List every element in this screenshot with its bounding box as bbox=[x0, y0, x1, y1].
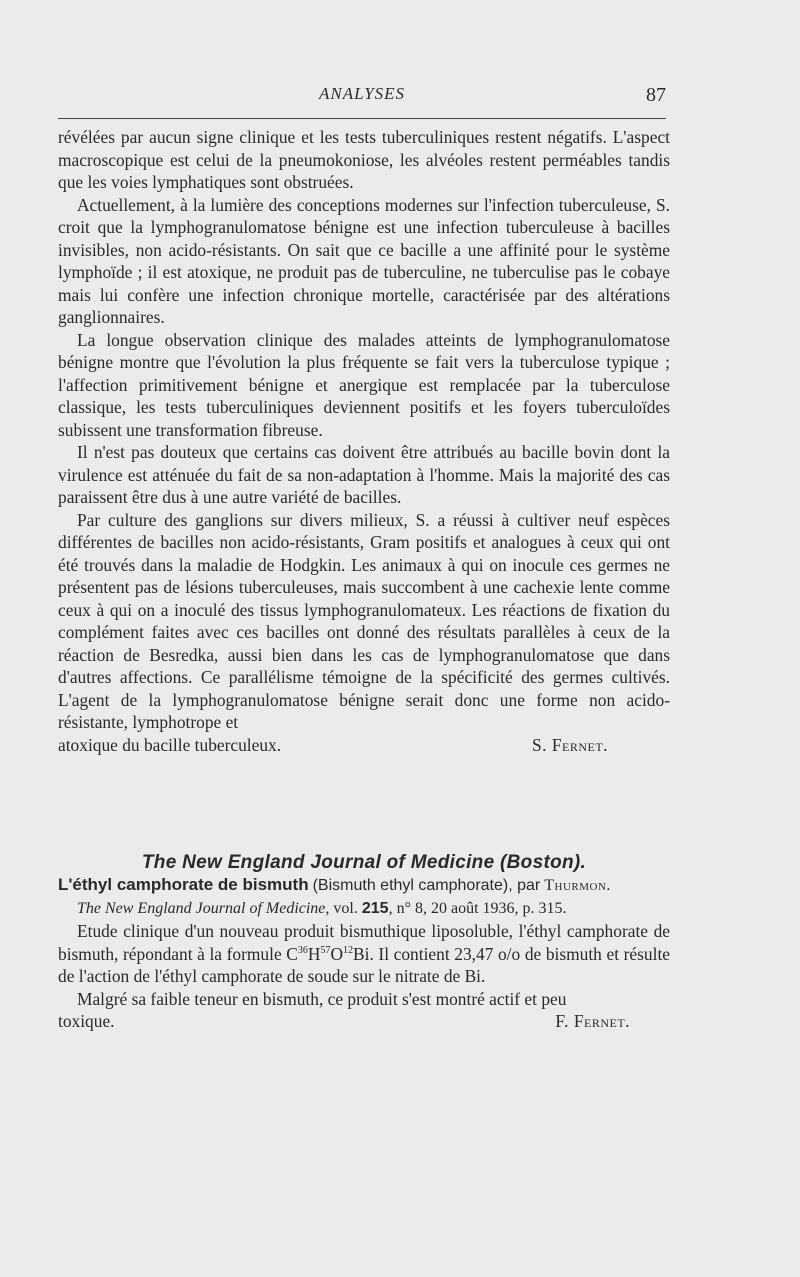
text-span: Bi. Il contient 23,47 o/o de bismuth et résulte de l'action de l'éthyl camphorate de soude sur le nitrate de Bi. bbox=[58, 943, 670, 986]
paragraph-end: toxique. bbox=[58, 1011, 115, 1031]
formula-sup: 12 bbox=[343, 944, 354, 956]
page-header bbox=[58, 84, 666, 114]
formula-element: O bbox=[330, 943, 344, 964]
volume-number: 215 bbox=[361, 899, 389, 917]
formula-element: H bbox=[307, 943, 321, 964]
text-span: Etude clinique d'un nouveau produit bismuthique liposoluble, l'éthyl camphorate de bismuth, répondant à la formule C bbox=[58, 921, 670, 964]
article bbox=[58, 874, 670, 1033]
signature: S. Fernet. bbox=[531, 734, 608, 755]
paragraph: Par culture des ganglions sur divers milieux, S. a réussi à cultiver neuf espèces différentes de bacilles non acido-résistants, Gram positifs et analogues à ceux qui ont été trouvés dans la maladie de Hodgkin. Les animaux à qui on inocule ces germes ne présentent pas de lésions tuberculeuses, mais succombent à une cachexie lente comme ceux à qui on a inoculé des tissus lymphogranulomateux. Les réactions de fixation du complément faites avec ces bacilles ont donné des résultats parallèles à ceux de la réaction de Besredka, aussi bien dans les cas de lymphogranulomatose que dans d'autres affections. Ce parallélisme témoigne de la spécificité des germes cultivés. L'agent de la lymphogranulomatose bénigne serait donc une forme non acido-résistante, lymphotrope et bbox=[58, 509, 670, 732]
article-subtitle: (Bismuth ethyl camphorate), par bbox=[312, 877, 541, 894]
header-rule bbox=[58, 118, 666, 119]
paragraph: La longue observation clinique des malades atteints de lymphogranulomatose bénigne montre que l'évolution la plus fréquente se fait vers la tuberculose typique ; l'affection primitivement bénigne et anergique est remplacée par la tuberculose classique, les tests tuberculiniques deviennent positifs et les foyers tuberculoïdes subissent une transformation fibreuse. bbox=[58, 329, 670, 440]
analysis-text bbox=[58, 126, 670, 756]
paragraph: Il n'est pas douteux que certains cas doivent être attribués au bacille bovin dont la virulence est atténuée du fait de sa non-adaptation à l'homme. Mais la majorité des cas paraissent être dus à une autre variété de bacilles. bbox=[58, 442, 670, 507]
signature: F. Fernet. bbox=[555, 1011, 630, 1031]
paragraph: Actuellement, à la lumière des conceptions modernes sur l'infection tuberculeuse, S. croit que la lymphogranulomatose bénigne est une infection tuberculeuse à bacilles invisibles, non acido-résistants. On sait que ce bacille a une affinité pour le système lymphoïde ; il est atoxique, ne produit pas de tuberculine, ne tuberculise pas le cobaye mais lui confère une infection chronique mortelle, caractérisée par des altérations ganglionnaires. bbox=[58, 194, 670, 327]
paragraph-end: atoxique du bacille tuberculeux. bbox=[58, 734, 282, 755]
formula-sup: 36 bbox=[297, 944, 308, 956]
formula-sup: 57 bbox=[320, 944, 331, 956]
journal-name: The New England Journal of Medicine bbox=[77, 899, 326, 917]
signature-line bbox=[58, 1010, 670, 1033]
running-head: ANALYSES bbox=[318, 84, 406, 103]
signature-line bbox=[58, 734, 670, 757]
paragraph: Malgré sa faible teneur en bismuth, ce produit s'est montré actif et peu bbox=[77, 988, 567, 1009]
article-title: L'éthyl camphorate de bismuth bbox=[58, 875, 309, 894]
page-number: 87 bbox=[646, 84, 666, 106]
issue-info: , n° 8, 20 août 1936, p. 315. bbox=[388, 899, 567, 917]
article-reference bbox=[58, 898, 670, 921]
paragraph bbox=[58, 920, 670, 988]
paragraph: révélées par aucun signe clinique et les tests tuberculiniques restent négatifs. L'aspect macroscopique est celui de la pneumokoniose, les alvéoles restent perméables tandis que les voies lymphatiques sont obstruées. bbox=[58, 127, 670, 192]
volume-label: , vol. bbox=[325, 899, 358, 917]
article-heading bbox=[58, 874, 670, 898]
article-author: Thurmon. bbox=[544, 877, 611, 894]
journal-heading: The New England Journal of Medicine (Boston). bbox=[141, 852, 587, 873]
